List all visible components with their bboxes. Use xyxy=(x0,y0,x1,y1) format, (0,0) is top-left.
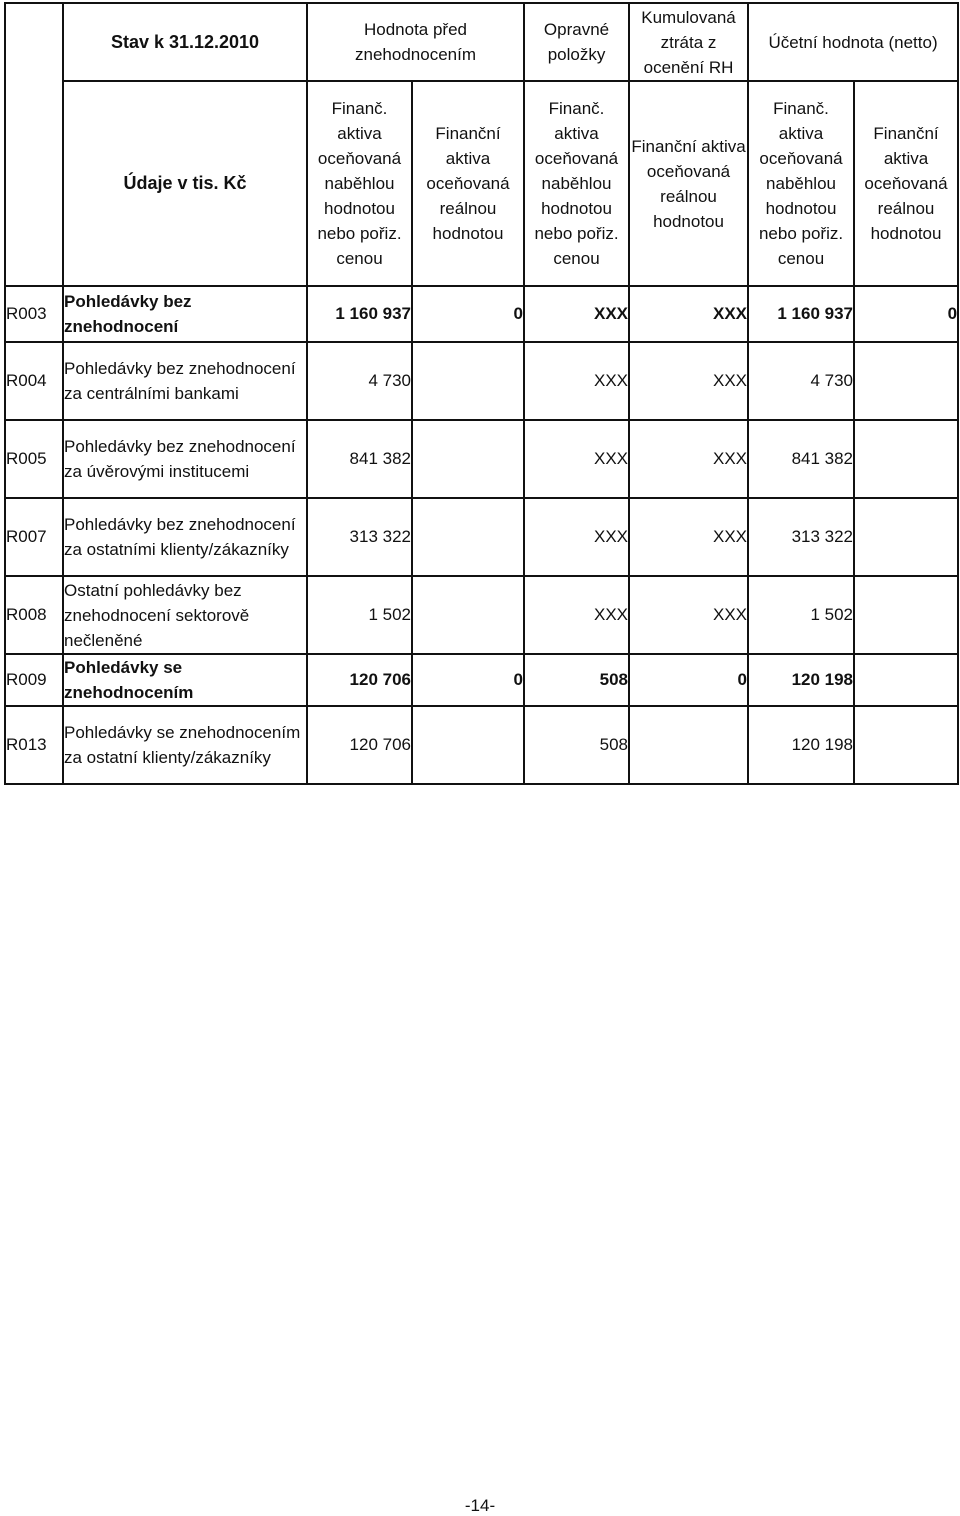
subheader-allowances-cost: Finanč. aktiva oceňovaná naběhlou hodnotou nebo pořiz. cenou xyxy=(524,81,629,286)
page-number: -14- xyxy=(464,1496,496,1515)
row-label: Ostatní pohledávky bez znehodnocení sektorově nečleněné xyxy=(63,576,307,654)
row-label: Pohledávky se znehodnocením za ostatní klienty/zákazníky xyxy=(63,706,307,784)
value-cell: XXX xyxy=(629,286,748,342)
value-cell xyxy=(412,420,524,498)
value-cell xyxy=(412,706,524,784)
table-row xyxy=(5,498,958,576)
table-row xyxy=(5,420,958,498)
group-header-net: Účetní hodnota (netto) xyxy=(748,3,958,81)
value-cell xyxy=(854,706,958,784)
subheader-gross-fair: Finanční aktiva oceňovaná reálnou hodnotou xyxy=(412,81,524,286)
units-header: Údaje v tis. Kč xyxy=(63,81,307,286)
value-cell: XXX xyxy=(629,342,748,420)
value-cell: 120 706 xyxy=(307,654,412,706)
value-cell xyxy=(854,576,958,654)
subheader-net-fair: Finanční aktiva oceňovaná reálnou hodnotou xyxy=(854,81,958,286)
value-cell: 120 198 xyxy=(748,706,854,784)
value-cell: 120 706 xyxy=(307,706,412,784)
receivables-table xyxy=(4,2,959,785)
value-cell: 841 382 xyxy=(307,420,412,498)
value-cell: XXX xyxy=(629,498,748,576)
table-row xyxy=(5,286,958,342)
value-cell: 313 322 xyxy=(748,498,854,576)
value-cell: 1 160 937 xyxy=(748,286,854,342)
value-cell: 4 730 xyxy=(748,342,854,420)
value-cell xyxy=(854,420,958,498)
row-code: R009 xyxy=(5,654,63,706)
row-code: R003 xyxy=(5,286,63,342)
table-row xyxy=(5,576,958,654)
value-cell xyxy=(629,706,748,784)
value-cell: 0 xyxy=(854,286,958,342)
value-cell: 120 198 xyxy=(748,654,854,706)
value-cell: 508 xyxy=(524,654,629,706)
value-cell: 0 xyxy=(629,654,748,706)
value-cell xyxy=(412,342,524,420)
value-cell: 4 730 xyxy=(307,342,412,420)
value-cell: 313 322 xyxy=(307,498,412,576)
group-header-gross: Hodnota před znehodnocením xyxy=(307,3,524,81)
value-cell: 1 502 xyxy=(748,576,854,654)
value-cell xyxy=(854,342,958,420)
value-cell: 1 502 xyxy=(307,576,412,654)
value-cell: XXX xyxy=(524,286,629,342)
value-cell: XXX xyxy=(629,420,748,498)
value-cell: 1 160 937 xyxy=(307,286,412,342)
value-cell: 0 xyxy=(412,654,524,706)
row-label: Pohledávky bez znehodnocení za úvěrovými institucemi xyxy=(63,420,307,498)
table-row xyxy=(5,342,958,420)
value-cell: XXX xyxy=(524,420,629,498)
subheader-gross-cost: Finanč. aktiva oceňovaná naběhlou hodnotou nebo pořiz. cenou xyxy=(307,81,412,286)
row-label: Pohledávky bez znehodnocení za ostatními klienty/zákazníky xyxy=(63,498,307,576)
table-row xyxy=(5,654,958,706)
row-code: R005 xyxy=(5,420,63,498)
table-row xyxy=(5,706,958,784)
subheader-loss-fair: Finanční aktiva oceňovaná reálnou hodnotou xyxy=(629,81,748,286)
value-cell: 0 xyxy=(412,286,524,342)
group-header-allowances: Opravné položky xyxy=(524,3,629,81)
corner-cell xyxy=(5,3,63,286)
value-cell xyxy=(412,498,524,576)
stav-date-header: Stav k 31.12.2010 xyxy=(63,3,307,81)
value-cell: XXX xyxy=(629,576,748,654)
subheader-net-cost: Finanč. aktiva oceňovaná naběhlou hodnotou nebo pořiz. cenou xyxy=(748,81,854,286)
value-cell xyxy=(854,654,958,706)
group-header-cumulative-loss: Kumulovaná ztráta z ocenění RH xyxy=(629,3,748,81)
value-cell xyxy=(854,498,958,576)
row-code: R008 xyxy=(5,576,63,654)
value-cell: XXX xyxy=(524,342,629,420)
value-cell: XXX xyxy=(524,498,629,576)
row-code: R007 xyxy=(5,498,63,576)
row-label: Pohledávky bez znehodnocení xyxy=(63,286,307,342)
row-label: Pohledávky se znehodnocením xyxy=(63,654,307,706)
value-cell: 841 382 xyxy=(748,420,854,498)
value-cell: 508 xyxy=(524,706,629,784)
value-cell: XXX xyxy=(524,576,629,654)
row-code: R004 xyxy=(5,342,63,420)
value-cell xyxy=(412,576,524,654)
row-label: Pohledávky bez znehodnocení za centrálními bankami xyxy=(63,342,307,420)
row-code: R013 xyxy=(5,706,63,784)
